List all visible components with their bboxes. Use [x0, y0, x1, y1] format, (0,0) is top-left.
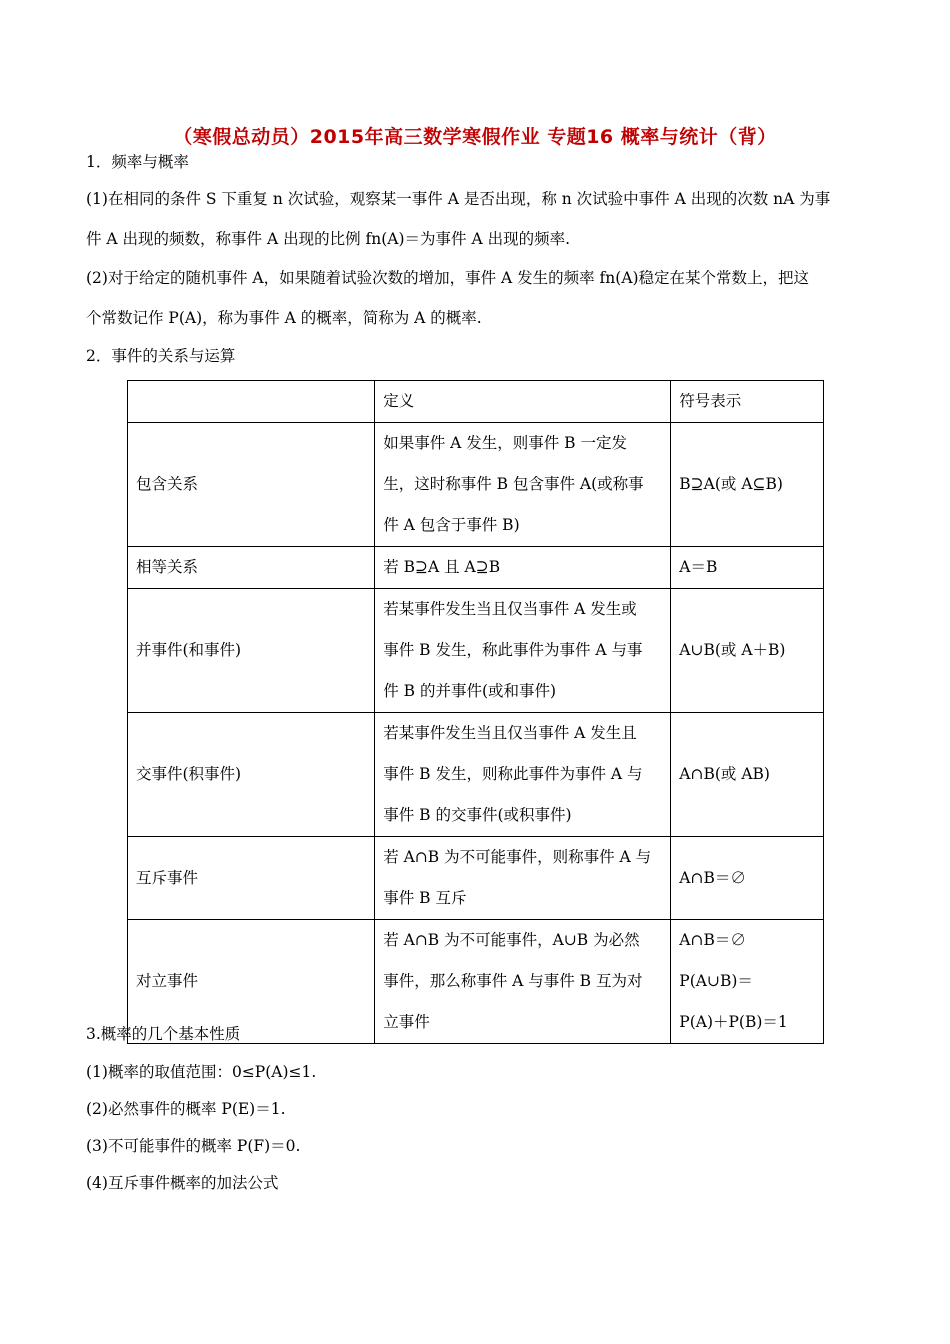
definition-line: 事件 B 发生，则称此事件为事件 A 与 — [383, 765, 643, 783]
relation-definition — [375, 837, 671, 920]
table-row — [128, 547, 824, 589]
definition-line: 事件 B 的交事件(或积事件) — [383, 806, 572, 824]
relation-symbol: A＝B — [671, 547, 824, 589]
property-item-1: (1)概率的取值范围：0≤P(A)≤1. — [86, 1063, 317, 1081]
relation-symbol: A∩B＝∅ — [671, 837, 824, 920]
relation-symbol — [671, 920, 824, 1044]
relation-definition: 若 B⊇A 且 A⊇B — [375, 547, 671, 589]
paragraph-1-line-1: (1)在相同的条件 S 下重复 n 次试验，观察某一事件 A 是否出现，称 n 次试验中事件 A 出现的次数 nA 为事 — [86, 190, 831, 208]
definition-line: 若某事件发生当且仅当事件 A 发生且 — [383, 724, 637, 742]
relation-symbol: B⊇A(或 A⊆B) — [671, 423, 824, 547]
property-item-3: (3)不可能事件的概率 P(F)＝0. — [86, 1137, 301, 1155]
definition-line: 若 A∩B 为不可能事件，A∪B 为必然 — [383, 931, 640, 949]
symbol-line: P(A∪B)＝ — [679, 972, 753, 990]
relation-symbol: A∪B(或 A＋B) — [671, 589, 824, 713]
relation-name: 并事件(和事件) — [128, 589, 375, 713]
paragraph-2-line-1: (2)对于给定的随机事件 A，如果随着试验次数的增加，事件 A 发生的频率 fn(A)稳定在某个常数上，把这 — [86, 269, 810, 287]
table-header-cell: 定义 — [375, 381, 671, 423]
definition-line: 若 A∩B 为不可能事件，则称事件 A 与 — [383, 848, 652, 866]
relation-name: 对立事件 — [128, 920, 375, 1044]
table-row — [128, 713, 824, 837]
table-header-row — [128, 381, 824, 423]
table-header-cell — [128, 381, 375, 423]
relation-definition — [375, 589, 671, 713]
symbol-line: A∩B＝∅ — [679, 931, 746, 949]
table-row — [128, 589, 824, 713]
relation-name: 相等关系 — [128, 547, 375, 589]
section-3-heading: 3.概率的几个基本性质 — [86, 1025, 241, 1043]
definition-line: 事件 B 发生，称此事件为事件 A 与事 — [383, 641, 643, 659]
definition-line: 件 B 的并事件(或和事件) — [383, 682, 557, 700]
relation-name: 互斥事件 — [128, 837, 375, 920]
relation-symbol: A∩B(或 AB) — [671, 713, 824, 837]
table-row — [128, 837, 824, 920]
section-2-heading: 2．事件的关系与运算 — [86, 347, 236, 365]
relation-definition — [375, 920, 671, 1044]
definition-line: 事件 B 互斥 — [383, 889, 467, 907]
definition-line: 立事件 — [383, 1013, 430, 1031]
paragraph-1-line-2: 件 A 出现的频数，称事件 A 出现的比例 fn(A)＝为事件 A 出现的频率. — [86, 230, 571, 248]
definition-line: 若某事件发生当且仅当事件 A 发生或 — [383, 600, 637, 618]
definition-line: 生，这时称事件 B 包含事件 A(或称事 — [383, 475, 644, 493]
relation-name: 交事件(积事件) — [128, 713, 375, 837]
paragraph-2-line-2: 个常数记作 P(A)，称为事件 A 的概率，简称为 A 的概率. — [86, 309, 482, 327]
table-row — [128, 423, 824, 547]
symbol-line: P(A)＋P(B)＝1 — [679, 1013, 788, 1031]
event-relations-table — [127, 380, 824, 1044]
relation-definition — [375, 423, 671, 547]
relation-name: 包含关系 — [128, 423, 375, 547]
property-item-2: (2)必然事件的概率 P(E)＝1. — [86, 1100, 286, 1118]
definition-line: 件 A 包含于事件 B) — [383, 516, 520, 534]
definition-line: 如果事件 A 发生，则事件 B 一定发 — [383, 434, 627, 452]
property-item-4: (4)互斥事件概率的加法公式 — [86, 1174, 279, 1192]
relation-definition — [375, 713, 671, 837]
definition-line: 事件，那么称事件 A 与事件 B 互为对 — [383, 972, 643, 990]
section-1-heading: 1．频率与概率 — [86, 153, 189, 171]
document-title: （寒假总动员）2015年高三数学寒假作业 专题16 概率与统计（背） — [173, 126, 777, 148]
table-header-cell: 符号表示 — [671, 381, 824, 423]
